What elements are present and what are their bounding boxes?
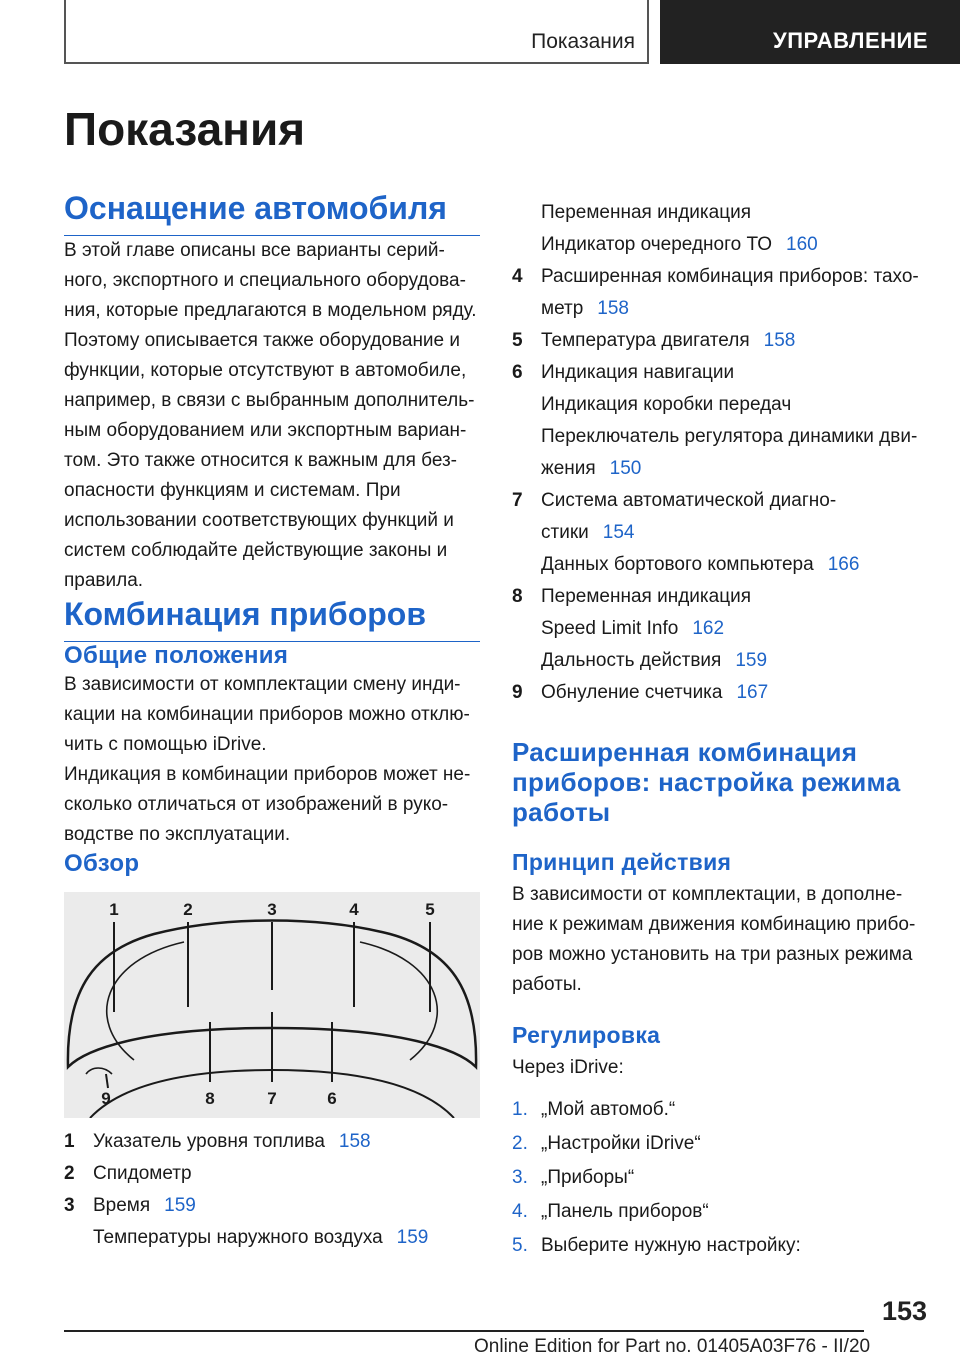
text-line: опасности функциям и системам. При: [64, 480, 401, 501]
legend-number: [512, 421, 541, 453]
legend-item: [512, 229, 922, 261]
page-reference-link[interactable]: 162: [692, 618, 725, 639]
heading-line: приборов: настройка режима: [512, 767, 901, 797]
legend-text: Расширенная комбинация приборов: тахо-: [541, 266, 919, 287]
heading-principle: Принцип действия: [512, 849, 732, 875]
figure-label-4: 4: [349, 900, 359, 919]
text-line: В этой главе описаны все варианты серий-: [64, 240, 445, 261]
legend-text: стики: [541, 522, 589, 543]
legend-text: Система автоматической диагно-: [541, 490, 837, 511]
header-chapter-tab: [660, 0, 960, 64]
legend-item: [512, 421, 922, 453]
paragraph-equipment: [64, 236, 480, 596]
step-text: „Панель приборов“: [541, 1201, 709, 1222]
step-item: [512, 1127, 922, 1161]
page-number: 153: [881, 1296, 927, 1326]
legend-item: [512, 293, 922, 325]
text-line: ным оборудованием или экспортным вариан-: [64, 420, 467, 441]
heading-line: Расширенная комбинация: [512, 737, 858, 767]
step-text: „Мой автомоб.“: [541, 1099, 676, 1120]
text-line: работы.: [512, 974, 582, 995]
legend-item: [64, 1158, 480, 1190]
figure-label-2: 2: [183, 900, 193, 919]
legend-text: Speed Limit Info: [541, 618, 679, 639]
legend-number: [512, 453, 541, 485]
legend-number: [512, 549, 541, 581]
legend-number: 7: [512, 490, 523, 511]
legend-number: [512, 517, 541, 549]
legend-item: [512, 389, 922, 421]
text-line: ного, экспортного и специального оборудова-: [64, 270, 466, 291]
legend-number: 6: [512, 362, 523, 383]
figure-label-1: 1: [109, 900, 119, 919]
text-line: водстве по эксплуатации.: [64, 824, 291, 845]
step-item: [512, 1229, 922, 1263]
text-line: Индикация в комбинации приборов может не-: [64, 764, 471, 785]
step-item: [512, 1093, 922, 1127]
legend-item: [512, 549, 922, 581]
page-title: Показания: [64, 103, 306, 155]
legend-text: Переменная индикация: [541, 202, 751, 223]
page-reference-link[interactable]: 166: [827, 554, 860, 575]
legend-text: жения: [541, 458, 596, 479]
text-line: том. Это также относится к важным для без-: [64, 450, 458, 471]
header-section-tab: [64, 0, 649, 64]
legend-text: Дальность действия: [541, 650, 722, 671]
legend-item: [64, 1190, 480, 1222]
legend-text: Обнуление счетчика: [541, 682, 723, 703]
legend-number: [64, 1222, 93, 1254]
paragraph-principle: [512, 880, 922, 1000]
text-line: систем соблюдайте действующие законы и: [64, 540, 448, 561]
step-item: [512, 1195, 922, 1229]
figure-label-5: 5: [425, 900, 435, 919]
header-chapter-label: УПРАВЛЕНИЕ: [773, 28, 928, 53]
step-number: 1.: [512, 1099, 528, 1120]
legend-item: [64, 1222, 480, 1254]
legend-item: [512, 261, 922, 293]
heading-adjustment: Регулировка: [512, 1022, 661, 1048]
legend-item: [512, 613, 922, 645]
text-line: правила.: [64, 570, 144, 591]
legend-number: 2: [64, 1163, 75, 1184]
step-item: [512, 1161, 922, 1195]
legend-item: [512, 197, 922, 229]
legend-number: [512, 229, 541, 261]
text-line: В зависимости от комплектации, в дополне-: [512, 884, 903, 905]
legend-number: 4: [512, 266, 523, 287]
page-reference-link[interactable]: 150: [609, 458, 642, 479]
steps-list: [512, 1093, 922, 1263]
heading-extended-cluster-mode: [512, 737, 922, 827]
page-reference-link[interactable]: 159: [164, 1195, 196, 1216]
page-reference-link[interactable]: 158: [338, 1131, 371, 1152]
heading-overview: Обзор: [64, 850, 140, 877]
left-column: [64, 190, 480, 1254]
legend-text: Данных бортового компьютера: [541, 554, 814, 575]
page-reference-link[interactable]: 167: [736, 682, 769, 703]
legend-text: Время: [93, 1195, 151, 1216]
legend-text: Индикатор очередного ТО: [541, 234, 772, 255]
legend-item: [512, 485, 922, 517]
header-section-label: Показания: [531, 30, 635, 53]
legend-number: [512, 613, 541, 645]
text-line: В зависимости от комплектации смену инди-: [64, 674, 461, 695]
legend-list-right: [512, 197, 922, 709]
heading-general: Общие положения: [64, 642, 289, 669]
step-number: 2.: [512, 1133, 528, 1154]
text-line: функции, которые отсутствуют в автомобиле,: [64, 360, 467, 381]
step-number: 4.: [512, 1201, 528, 1222]
text-line: например, в связи с выбранным дополнитель-: [64, 390, 475, 411]
legend-number: 8: [512, 586, 523, 607]
step-number: 3.: [512, 1167, 528, 1188]
legend-number: 9: [512, 682, 523, 703]
legend-text: Переменная индикация: [541, 586, 751, 607]
legend-list-left: [64, 1126, 480, 1254]
legend-text: Температура двигателя: [541, 330, 750, 351]
legend-text: Спидометр: [93, 1163, 192, 1184]
page-reference-link[interactable]: 159: [396, 1227, 429, 1248]
instrument-cluster-figure: [64, 892, 480, 1118]
footer-divider: [64, 1330, 864, 1332]
legend-text: Переключатель регулятора динамики дви-: [541, 426, 918, 447]
page-reference-link[interactable]: 158: [597, 298, 629, 319]
text-via-idrive: Через iDrive:: [512, 1057, 624, 1078]
legend-number: 3: [64, 1195, 75, 1216]
instrument-cluster-diagram: [64, 892, 480, 1118]
paragraph-general-2: [64, 760, 480, 850]
text-line: чить с помощью iDrive.: [64, 734, 267, 755]
text-line: кации на комбинации приборов можно отклю-: [64, 704, 470, 725]
figure-label-3: 3: [267, 900, 277, 919]
page-reference-link[interactable]: 160: [786, 234, 818, 255]
heading-equipment: Оснащение автомобиля: [64, 190, 480, 236]
legend-item: [64, 1126, 480, 1158]
right-column: [512, 197, 922, 1263]
heading-instrument-cluster: Комбинация приборов: [64, 596, 480, 642]
legend-item: [512, 325, 922, 357]
legend-number: 1: [64, 1131, 75, 1152]
legend-item: [512, 453, 922, 485]
footer-edition: Online Edition for Part no. 01405A03F76 - II/20: [474, 1336, 871, 1357]
legend-text: Температуры наружного воздуха: [93, 1227, 383, 1248]
step-text: „Настройки iDrive“: [541, 1133, 701, 1154]
step-text: Выберите нужную настройку:: [541, 1235, 801, 1256]
legend-item: [512, 517, 922, 549]
legend-item: [512, 645, 922, 677]
text-line: ние к режимам движения комбинацию прибо-: [512, 914, 916, 935]
legend-number: [512, 197, 541, 229]
figure-label-6: 6: [327, 1089, 337, 1108]
figure-label-9: 9: [101, 1089, 111, 1108]
text-line: использовании соответствующих функций и: [64, 510, 454, 531]
legend-item: [512, 581, 922, 613]
text-line: ров можно установить на три разных режима: [512, 944, 913, 965]
legend-text: Указатель уровня топлива: [93, 1131, 325, 1152]
legend-number: [512, 645, 541, 677]
page-reference-link[interactable]: 158: [763, 330, 796, 351]
legend-text: Индикация навигации: [541, 362, 735, 383]
paragraph-general-1: [64, 670, 480, 760]
legend-text: метр: [541, 298, 584, 319]
step-text: „Приборы“: [541, 1167, 635, 1188]
legend-number: [512, 389, 541, 421]
legend-item: [512, 357, 922, 389]
heading-line: работы: [512, 797, 611, 827]
legend-text: Индикация коробки передач: [541, 394, 792, 415]
text-line: ния, которые предлагаются в модельном ряду.: [64, 300, 477, 321]
legend-item: [512, 677, 922, 709]
legend-number: [512, 293, 541, 325]
figure-label-8: 8: [205, 1089, 215, 1108]
figure-label-7: 7: [267, 1089, 277, 1108]
text-line: сколько отличаться от изображений в руко-: [64, 794, 449, 815]
page-reference-link[interactable]: 159: [735, 650, 768, 671]
text-line: Поэтому описывается также оборудование и: [64, 330, 461, 351]
page-reference-link[interactable]: 154: [602, 522, 635, 543]
step-number: 5.: [512, 1235, 528, 1256]
legend-number: 5: [512, 330, 523, 351]
